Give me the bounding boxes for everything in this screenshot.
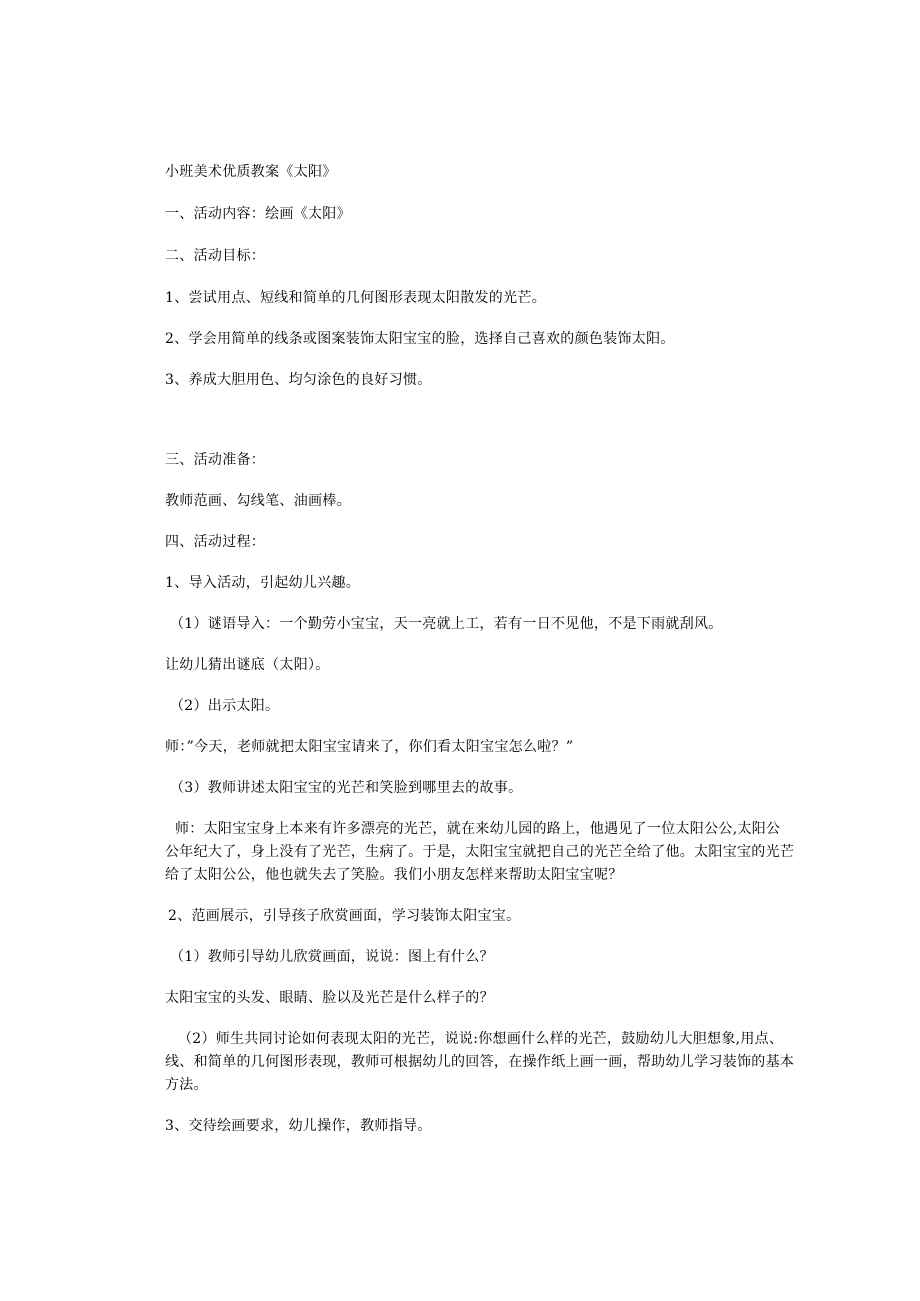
materials-text: 教师范画、勾线笔、油画棒。 — [165, 493, 351, 509]
step-heading: 2、范画展示，引导孩子欣赏画面，学习装饰太阳宝宝。 — [168, 908, 521, 924]
goal-item: 2、学会用简单的线条或图案装饰太阳宝宝的脸，选择自己喜欢的颜色装饰太阳。 — [165, 331, 675, 347]
story-line: 师：太阳宝宝身上本来有许多漂亮的光芒，就在来幼儿园的路上，他遇见了一位太阳公公,太阳公 — [175, 821, 781, 837]
section-heading-goals: 二、活动目标： — [165, 248, 266, 264]
discussion-line: （2）师生共同讨论如何表现太阳的光芒，说说:你想画什么样的光芒，鼓励幼儿大胆想象,用点、 — [178, 1031, 784, 1047]
story-line: 给了太阳公公，他也就失去了笑脸。我们小朋友怎样来帮助太阳宝宝呢？ — [165, 867, 623, 883]
discussion-line: 线、和简单的几何图形表现，教师可根据幼儿的回答，在操作纸上画一画，帮助幼儿学习装饰的基本 — [165, 1054, 795, 1070]
step-text: 让幼儿猜出谜底（太阳）。 — [165, 657, 330, 673]
goal-item: 3、养成大胆用色、均匀涂色的良好习惯。 — [165, 372, 432, 388]
section-heading-content: 一、活动内容：绘画《太阳》 — [165, 206, 351, 222]
goal-item: 1、尝试用点、短线和简单的几何图形表现太阳散发的光芒。 — [165, 290, 547, 306]
step-substep: （1）教师引导幼儿欣赏画面，说说：图上有什么？ — [170, 949, 494, 965]
step-substep: （2）出示太阳。 — [170, 698, 280, 714]
step-text: 太阳宝宝的头发、眼睛、脸以及光芒是什么样子的？ — [165, 990, 494, 1006]
step-text: 师：”今天，老师就把太阳宝宝请来了，你们看太阳宝宝怎么啦？” — [165, 739, 574, 755]
step-substep: （3）教师讲述太阳宝宝的光芒和笑脸到哪里去的故事。 — [170, 780, 523, 796]
document-title: 小班美术优质教案《太阳》 — [165, 164, 337, 180]
story-line: 公年纪大了，身上没有了光芒，生病了。于是，太阳宝宝就把自己的光芒全给了他。太阳宝宝的光芒 — [165, 844, 795, 860]
step-heading: 1、导入活动，引起幼儿兴趣。 — [165, 575, 361, 591]
discussion-line: 方法。 — [165, 1077, 208, 1093]
section-heading-process: 四、活动过程： — [165, 534, 266, 550]
section-heading-preparation: 三、活动准备： — [165, 452, 266, 468]
step-heading: 3、交待绘画要求，幼儿操作，教师指导。 — [165, 1118, 432, 1134]
step-substep: （1）谜语导入：一个勤劳小宝宝，天一亮就上工，若有一日不见他，不是下雨就刮风。 — [170, 616, 723, 632]
